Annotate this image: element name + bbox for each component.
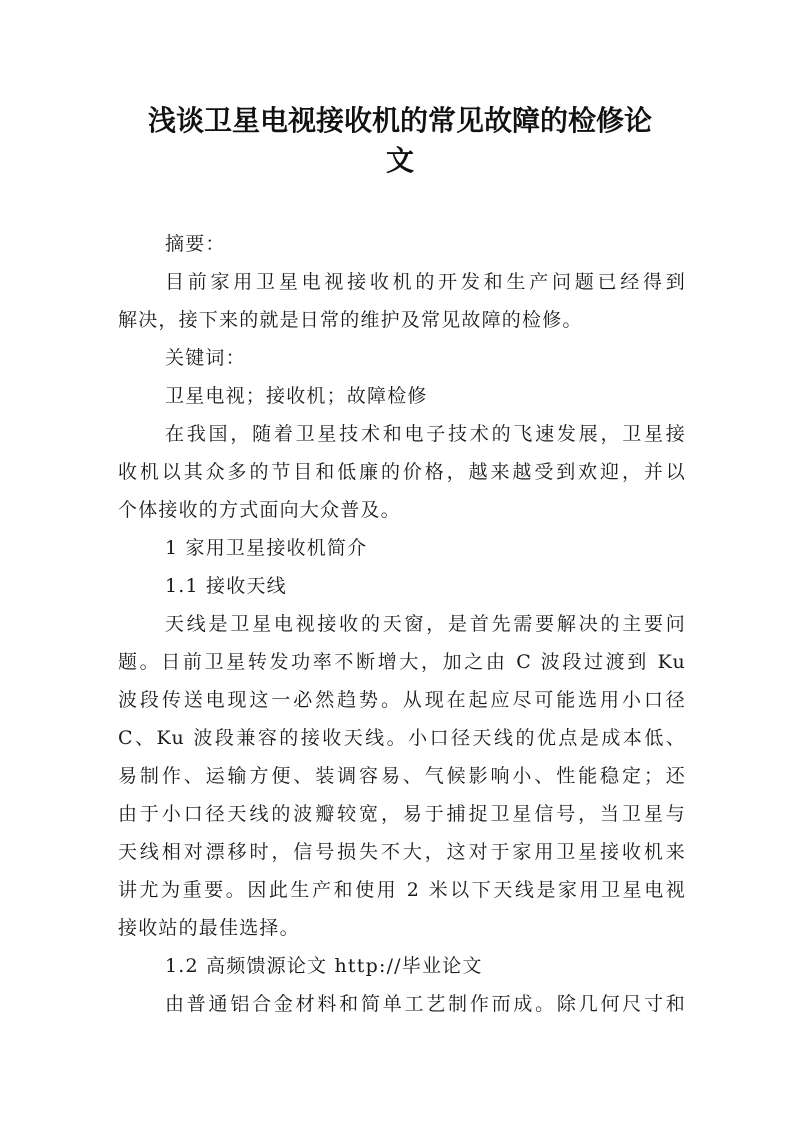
keywords-label: 关键词： bbox=[165, 347, 246, 369]
paragraph-line: 天线是卫星电视接收的天窗，是首先需要解决的主要问 bbox=[165, 613, 686, 635]
paragraph-line: 天线相对漂移时，信号损失不大，这对于家用卫星接收机来 bbox=[118, 841, 686, 863]
paragraph-line: 由于小口径天线的波瓣较宽，易于捕捉卫星信号，当卫星与 bbox=[118, 803, 686, 825]
paragraph-line: 题。日前卫星转发功率不断增大，加之由 C 波段过渡到 Ku bbox=[118, 651, 686, 673]
paragraph-line: 收机以其众多的节目和低廉的价格，越来越受到欢迎，并以 bbox=[118, 461, 686, 483]
paragraph-line: 讲尤为重要。因此生产和使用 2 米以下天线是家用卫星电视 bbox=[118, 879, 686, 901]
paragraph-line: 目前家用卫星电视接收机的开发和生产问题已经得到 bbox=[165, 271, 686, 293]
title-line-1: 浅谈卫星电视接收机的常见故障的检修论 bbox=[147, 104, 652, 137]
paragraph-line: 易制作、运输方便、装调容易、气候影响小、性能稳定；还 bbox=[118, 765, 686, 787]
paragraph-line: 波段传送电现这一必然趋势。从现在起应尽可能选用小口径 bbox=[118, 689, 686, 711]
paragraph-line: 在我国，随着卫星技术和电子技术的飞速发展，卫星接 bbox=[165, 423, 686, 445]
keywords-value: 卫星电视；接收机；故障检修 bbox=[165, 385, 428, 407]
paragraph-line: 接收站的最佳选择。 bbox=[118, 917, 300, 939]
title-line-2: 文 bbox=[385, 144, 414, 177]
paragraph-line: 由普通铝合金材料和简单工艺制作而成。除几何尺寸和 bbox=[165, 993, 686, 1015]
paragraph-line: C、Ku 波段兼容的接收天线。小口径天线的优点是成本低、 bbox=[118, 727, 686, 749]
section-heading: 1 家用卫星接收机简介 bbox=[165, 537, 368, 559]
abstract-label: 摘要： bbox=[165, 233, 226, 255]
paragraph-line: 解决，接下来的就是日常的维护及常见故障的检修。 bbox=[118, 309, 583, 331]
paragraph-line: 个体接收的方式面向大众普及。 bbox=[118, 499, 401, 521]
subsection-heading: 1.1 接收天线 bbox=[165, 575, 287, 597]
subsection-heading: 1.2 高频馈源论文 http://毕业论文 bbox=[165, 955, 483, 977]
